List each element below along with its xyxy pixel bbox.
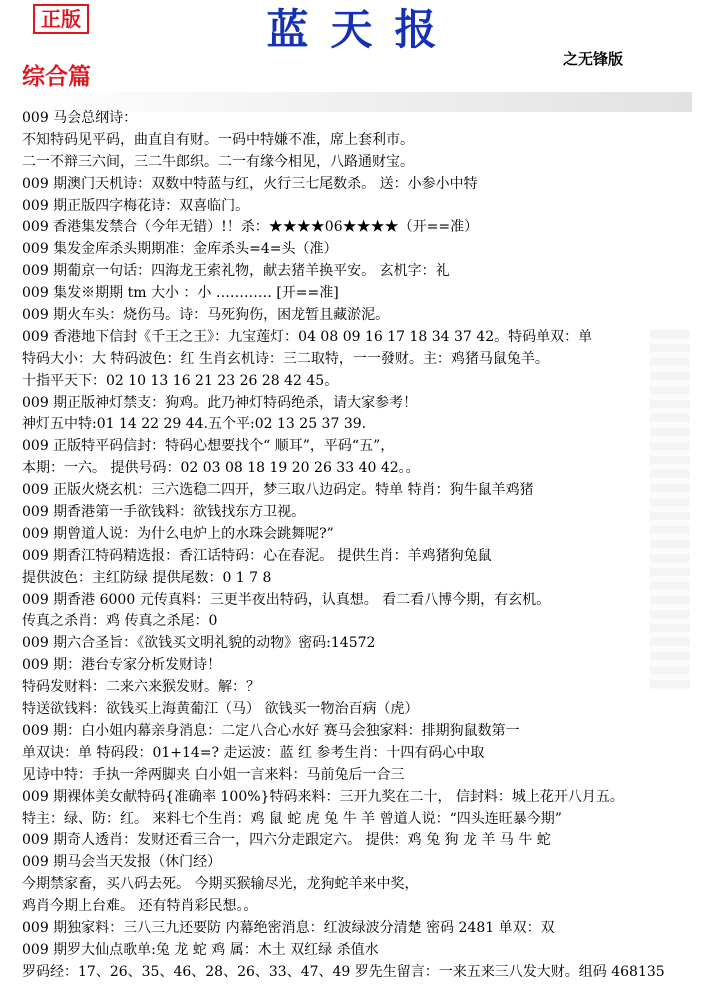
text-line: 今期禁家畜，买八码去死。 今期买猴输尽光，龙狗蛇羊来中奖， [22, 876, 419, 893]
text-line: 009 期香江特码精选报：香江话特码：心在春泥。 提供生肖：羊鸡猪狗兔鼠 [22, 547, 492, 564]
text-line: 特送欲钱料：欲钱买上海黄葡江（马） 欲钱买一物治百病（虎） [22, 701, 419, 718]
text-line: 009 香港集发禁合（今年无错）!！杀：★★★★06★★★★（开==准） [22, 219, 479, 236]
text-line: 009 期罗大仙点歌单:兔 龙 蛇 鸡 属：木土 双红绿 杀值水 [22, 941, 379, 958]
text-line: 见诗中特：手执一斧两脚夹 白小姐一言来料：马前兔后一合三 [22, 766, 405, 783]
text-line: 单双诀：单 特码段：01+14=? 走运波：蓝 红 参考生肖：十四有码心中取 [22, 744, 485, 761]
text-line: 二一不辩三六间，三二牛郎织。二一有缘今相见，八路通财宝。 [22, 153, 414, 170]
text-line: 提供波色：主红防绿 提供尾数：0 1 7 8 [22, 569, 272, 586]
text-line: 本期：一六。 提供号码：02 03 08 18 19 20 26 33 40 42。。 [22, 460, 420, 477]
text-line: 009 香港地下信封《千王之王》：九宝莲灯：04 08 09 16 17 18 34 37 42。特码单双：单 [22, 328, 593, 345]
edition-badge: 正版 [33, 4, 89, 34]
text-line: 特主：绿、防：红。 来料七个生肖：鸡 鼠 蛇 虎 兔 牛 羊 曾道人说：“四头连旺暴今期” [22, 810, 562, 827]
text-line: 009 正版火烧玄机：三六选稳二四开，梦三取八边码定。特单 特肖：狗牛鼠羊鸡猪 [22, 482, 534, 499]
edition-label: 之无锋版 [563, 50, 624, 68]
text-line: 009 期正版四字梅花诗：双喜临门。 [22, 197, 250, 214]
text-line: 009 期香港 6000 元传真料：三更半夜出特码，认真想。 看二看八博今期，有玄机。 [22, 591, 551, 608]
text-line: 009 正版特平码信封：特码心想要找个“ 顺耳”，平码“五”， [22, 438, 395, 455]
text-line: 009 期：港台专家分析发财诗！ [22, 657, 222, 674]
text-line: 009 期澳门天机诗：双数中特蓝与红，火行三七尾数杀。 送：小参小中特 [22, 175, 478, 192]
text-line: 009 期曾道人说：为什么电炉上的水珠会跳舞呢?” [22, 525, 334, 542]
text-line: 009 期独家料：三八三九还要防 内幕绝密消息：红波绿波分清楚 密码 2481 单双：双 [22, 919, 555, 936]
text-line: 009 期六合圣旨：《欲钱买文明礼貌的动物》密码:14572 [22, 635, 376, 652]
text-line: 009 期香港第一手欲钱料：欲钱找东方卫视。 [22, 504, 306, 521]
text-line: 009 期火车头：烧伤马。诗：马死狗伤，困龙暂且藏淤泥。 [22, 307, 390, 324]
text-line: 009 期马会当天发报（休门经） [22, 854, 222, 871]
text-line: 009 集发※期期 tm 大小 ：小 ………… [开==准] [22, 285, 339, 302]
document-body [22, 108, 712, 984]
text-line: 009 期正版神灯禁支：狗鸡。此乃神灯特码绝杀，请大家参考！ [22, 394, 418, 411]
text-line: 十指平天下：02 10 13 16 21 23 26 28 42 45。 [22, 372, 339, 389]
text-line: 009 期葡京一句话：四海龙王索礼物，献去猪羊换平安。 玄机字：礼 [22, 263, 450, 280]
text-line: 神灯五中特:01 14 22 29 44.五个平:02 13 25 37 39. [22, 416, 367, 433]
text-line: 009 期奇人透肖：发财还看三合一，四六分走跟定六。 提供：鸡 兔 狗 龙 羊 马 牛 蛇 [22, 832, 551, 849]
text-line: 特码大小：大 特码波色：红 生肖玄机诗：三二取特，一一發财。主：鸡猪马鼠兔羊。 [22, 350, 549, 367]
text-line: 不知特码见平码，曲直自有财。一码中特嫌不准，席上套利市。 [22, 131, 414, 148]
page-title: 蓝天报 [266, 5, 459, 54]
text-line: 009 期裸体美女献特码{准确率 100%}特码来料：三开九奖在二十， 信封料：城上花开八月五。 [22, 788, 624, 805]
text-line: 009 集发金库杀头期期准：金库杀头=4=头（准） [22, 241, 338, 258]
text-line: 罗码经：17、26、35、46、28、26、33、47、49 罗先生留言：一来五来三八发大财。组码 468135 [22, 963, 665, 980]
text-line: 传真之杀肖：鸡 传真之杀尾：0 [22, 613, 218, 630]
text-line: 009 期：白小姐内幕亲身消息：二定八合心水好 赛马会独家料：排期狗鼠数第一 [22, 722, 520, 739]
text-line: 特码发财料：二来六来猴发财。解：？ [22, 679, 260, 696]
text-line: 009 马会总纲诗： [22, 110, 138, 126]
section-heading: 综合篇 [22, 63, 91, 90]
text-line: 鸡肖今期上台难。 还有特肖彩民想。。 [22, 898, 258, 915]
